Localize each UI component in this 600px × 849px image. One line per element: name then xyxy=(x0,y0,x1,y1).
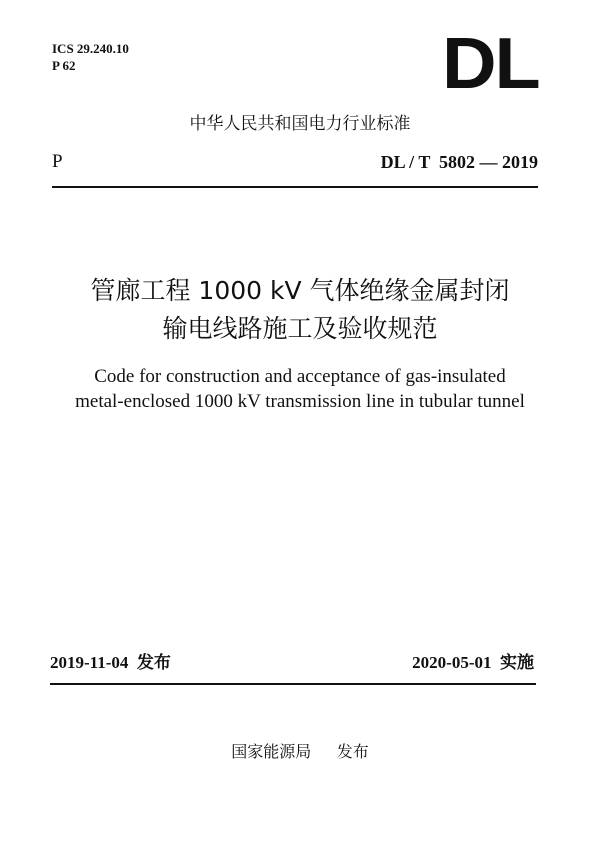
standard-code: DL / T 5802 — 2019 xyxy=(380,152,538,172)
title-en-line: metal-enclosed 1000 kV transmission line in tubular tunnel xyxy=(75,391,525,412)
title-cn-line: 输电线路施工及验收规范 xyxy=(162,314,438,343)
issue-date xyxy=(50,651,171,675)
publisher-name: 国家能源局 xyxy=(231,742,312,761)
ccs-code: P 62 xyxy=(52,58,76,73)
implement-label: 实施 xyxy=(500,653,534,673)
dl-logo: DL xyxy=(442,24,539,104)
issue-date-value: 2019-11-04 xyxy=(50,653,129,672)
title-cn xyxy=(0,272,600,348)
title-en-line: Code for construction and acceptance of gas-insulated xyxy=(94,366,506,387)
standard-header: 中华人民共和国电力行业标准 xyxy=(189,114,411,134)
classification-block xyxy=(52,40,129,74)
publisher xyxy=(0,740,600,764)
bottom-divider xyxy=(50,683,536,685)
title-cn-line: 管廊工程 1000 kV 气体绝缘金属封闭 xyxy=(90,276,510,305)
implement-date-value: 2020-05-01 xyxy=(412,653,492,672)
top-divider xyxy=(52,186,538,188)
category-letter: P xyxy=(52,151,63,172)
issue-label: 发布 xyxy=(136,653,171,673)
title-en xyxy=(0,364,600,414)
implement-date xyxy=(412,651,534,675)
publisher-label: 发布 xyxy=(336,742,369,761)
ics-code: ICS 29.240.10 xyxy=(52,41,129,56)
